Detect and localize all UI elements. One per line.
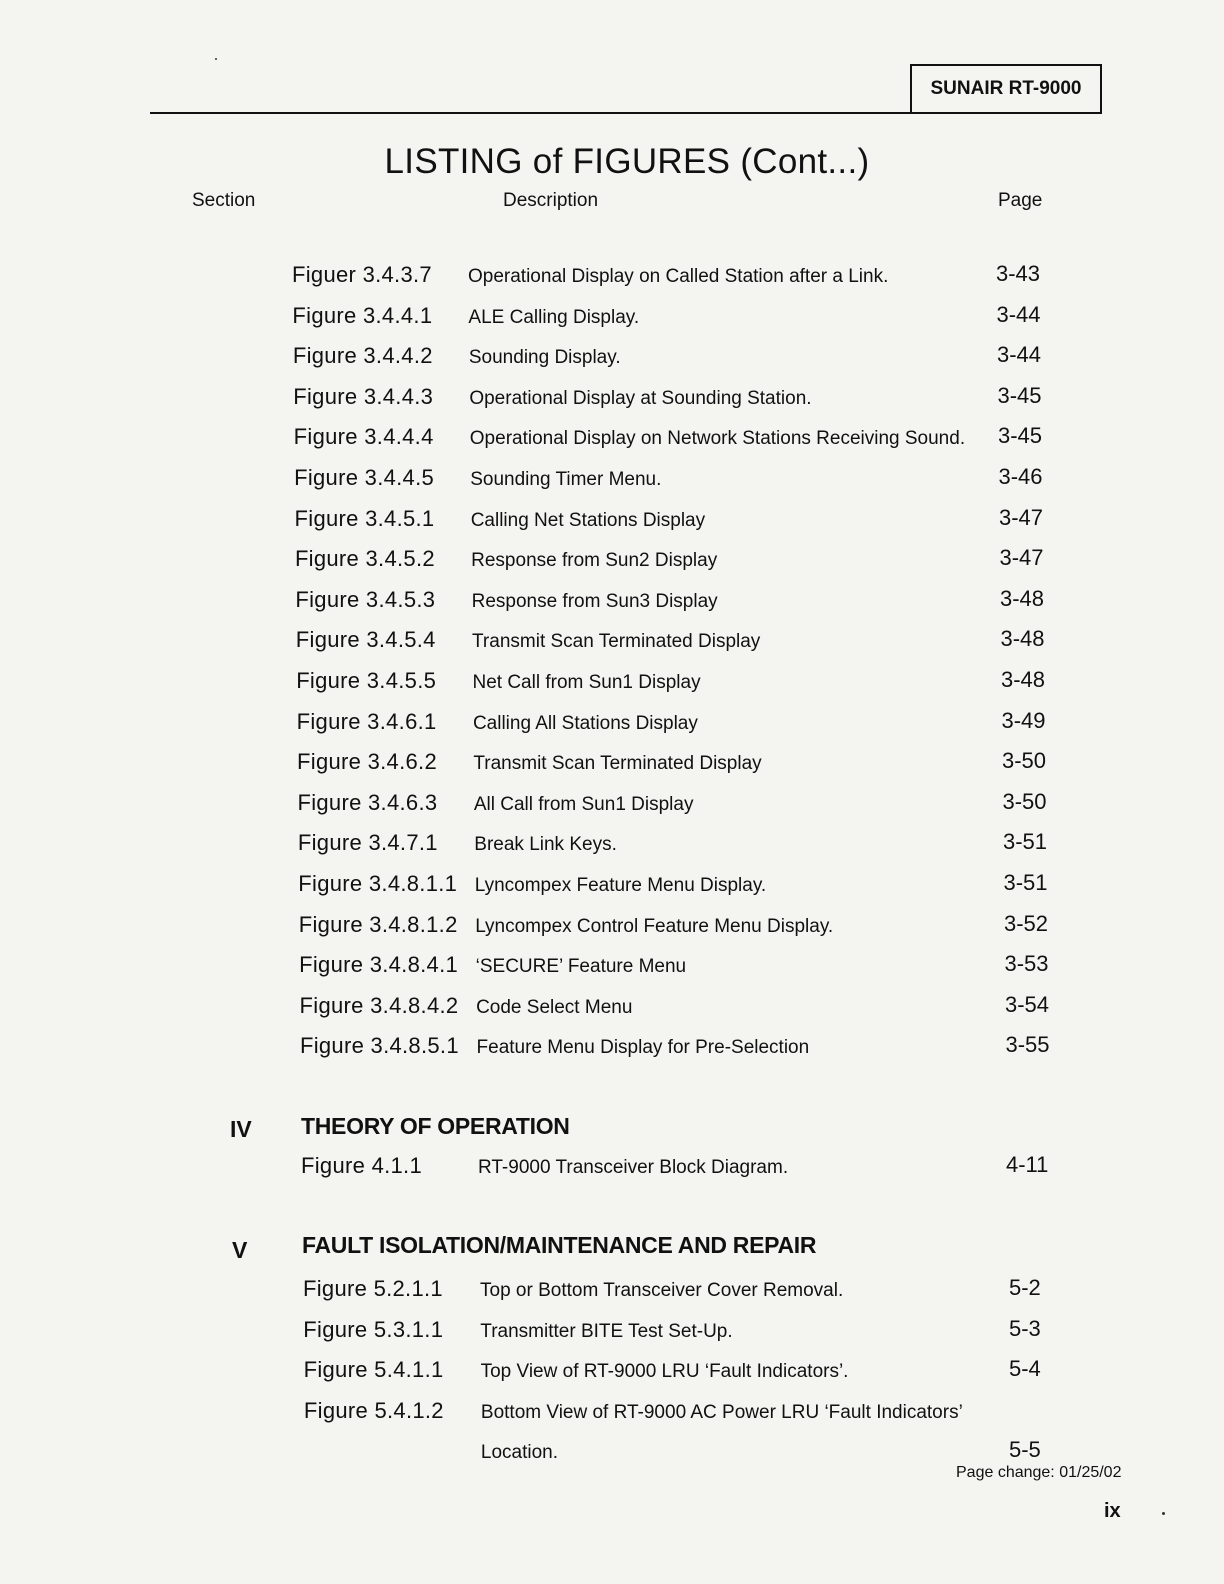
figure-entry bbox=[294, 424, 1058, 464]
figure-page: 3-45 bbox=[997, 423, 1043, 449]
figure-description: Operational Display on Called Station after a Link. bbox=[468, 266, 889, 287]
figure-page: 3-53 bbox=[1004, 951, 1049, 977]
section-number: IV bbox=[230, 1116, 252, 1142]
figure-page: 3-43 bbox=[996, 261, 1041, 286]
figure-page: 5-2 bbox=[1009, 1275, 1041, 1300]
figure-page: 3-44 bbox=[996, 301, 1041, 327]
figure-number: Figure 3.4.6.3 bbox=[297, 789, 438, 815]
figure-entry bbox=[303, 1397, 1069, 1463]
page-change-note: Page change: 01/25/02 bbox=[956, 1464, 1122, 1481]
figure-description: Transmit Scan Terminated Display bbox=[472, 631, 761, 653]
figure-entry bbox=[295, 587, 1060, 627]
figure-description: Lyncompex Control Feature Menu Display. bbox=[475, 915, 834, 937]
figure-number: Figure 3.4.5.5 bbox=[296, 668, 437, 693]
figure-number: Figure 5.4.1.2 bbox=[303, 1397, 444, 1423]
figure-entry bbox=[293, 343, 1057, 383]
figure-number: Figure 3.4.5.1 bbox=[294, 505, 435, 531]
figure-page: 3-50 bbox=[1001, 748, 1047, 774]
figure-page: 3-51 bbox=[1002, 829, 1048, 855]
figure-description: All Call from Sun1 Display bbox=[473, 793, 694, 815]
figure-number: Figure 3.4.5.3 bbox=[295, 586, 436, 612]
figure-number: Figure 3.4.4.4 bbox=[293, 424, 434, 450]
scan-speck bbox=[215, 58, 217, 60]
figure-page: 3-50 bbox=[1002, 788, 1047, 814]
figure-entry bbox=[293, 384, 1057, 424]
figure-entry bbox=[298, 830, 1063, 870]
figure-description: Feature Menu Display for Pre-Selection bbox=[476, 1037, 810, 1059]
figure-page: 3-51 bbox=[1003, 870, 1048, 895]
figure-entry bbox=[304, 1357, 1069, 1397]
figure-number: Figure 3.4.4.2 bbox=[292, 343, 433, 369]
scan-speck bbox=[1162, 1512, 1165, 1515]
figure-entry bbox=[295, 546, 1060, 586]
figure-description: Calling All Stations Display bbox=[472, 712, 698, 734]
figure-page: 3-49 bbox=[1001, 707, 1046, 733]
figure-page: 3-47 bbox=[998, 504, 1044, 530]
column-header-page: Page bbox=[998, 190, 1043, 211]
figure-number: Figure 3.4.8.4.2 bbox=[299, 992, 459, 1018]
figure-entry bbox=[303, 1317, 1069, 1357]
figure-number: Figure 3.4.4.3 bbox=[293, 383, 434, 409]
figure-page: 3-45 bbox=[997, 382, 1042, 408]
column-header-section: Section bbox=[192, 190, 256, 211]
figure-description: Response from Sun3 Display bbox=[471, 590, 718, 612]
figure-number: Figure 3.4.8.4.1 bbox=[299, 952, 459, 978]
figure-description: Transmit Scan Terminated Display bbox=[473, 753, 762, 775]
column-header-description: Description bbox=[503, 190, 599, 211]
figure-description: Bottom View of RT-9000 AC Power LRU ‘Fault Indicators’ bbox=[480, 1401, 963, 1423]
figure-entry bbox=[298, 871, 1063, 911]
figure-entry bbox=[297, 790, 1062, 830]
figure-description: Response from Sun2 Display bbox=[471, 550, 718, 572]
figure-number: Figure 3.4.7.1 bbox=[297, 830, 438, 856]
figure-entry bbox=[297, 749, 1062, 789]
section-title: THEORY OF OPERATION bbox=[301, 1113, 570, 1139]
figure-description: Break Link Keys. bbox=[474, 834, 617, 856]
figure-description: Code Select Menu bbox=[476, 996, 633, 1018]
figure-page: 3-44 bbox=[996, 342, 1042, 368]
figure-description: Top or Bottom Transceiver Cover Removal. bbox=[480, 1280, 844, 1301]
figure-description: ALE Calling Display. bbox=[468, 306, 640, 328]
figure-number: Figure 3.4.8.5.1 bbox=[299, 1033, 459, 1059]
figure-page: 3-55 bbox=[1005, 1032, 1050, 1058]
figure-page: 3-52 bbox=[1003, 910, 1049, 936]
header-rule bbox=[150, 112, 1102, 114]
figure-description: Operational Display at Sounding Station. bbox=[469, 387, 812, 409]
figure-description: Operational Display on Network Stations Receiving Sound. bbox=[469, 428, 966, 450]
figure-entry bbox=[296, 627, 1061, 667]
figure-entry bbox=[294, 465, 1058, 505]
figure-number: Figure 3.4.6.1 bbox=[296, 708, 437, 734]
figure-entry bbox=[296, 668, 1061, 708]
figure-entry bbox=[299, 912, 1064, 952]
figure-page: 4-11 bbox=[1006, 1152, 1049, 1177]
figure-entry bbox=[295, 506, 1059, 546]
figure-number: Figure 3.4.5.2 bbox=[294, 546, 435, 572]
figure-entry bbox=[297, 709, 1062, 749]
figure-page: 5-5 bbox=[1008, 1436, 1041, 1462]
figure-page: 5-3 bbox=[1008, 1315, 1041, 1341]
document-header-label: SUNAIR RT-9000 bbox=[910, 64, 1102, 114]
figure-entry bbox=[299, 952, 1064, 992]
figure-entry bbox=[301, 1153, 1066, 1193]
page-number: ix bbox=[1104, 1500, 1121, 1522]
figure-entry bbox=[303, 1276, 1069, 1316]
figure-page: 3-47 bbox=[999, 545, 1044, 571]
figure-entry bbox=[292, 303, 1056, 343]
figure-number: Figure 3.4.4.1 bbox=[292, 302, 433, 328]
figure-page: 3-48 bbox=[1000, 626, 1045, 652]
figure-number: Figure 3.4.5.4 bbox=[295, 627, 436, 653]
figure-page: 5-4 bbox=[1008, 1356, 1041, 1381]
section-number: V bbox=[232, 1237, 248, 1263]
figure-entry bbox=[300, 1033, 1066, 1073]
figure-description: Sounding Timer Menu. bbox=[470, 469, 662, 490]
figure-description: Transmitter BITE Test Set-Up. bbox=[480, 1320, 733, 1342]
section-title: FAULT ISOLATION/MAINTENANCE AND REPAIR bbox=[302, 1232, 817, 1258]
figure-page: 3-46 bbox=[998, 464, 1043, 489]
figure-number: Figure 5.3.1.1 bbox=[303, 1316, 444, 1342]
figure-number: Figure 3.4.8.1.2 bbox=[298, 911, 458, 937]
figure-number: Figuer 3.4.3.7 bbox=[292, 262, 432, 287]
figure-description: RT-9000 Transceiver Block Diagram. bbox=[478, 1157, 789, 1178]
page-title: LISTING of FIGURES (Cont...) bbox=[384, 142, 870, 181]
figure-number: Figure 5.4.1.1 bbox=[303, 1357, 444, 1382]
figure-page: 3-54 bbox=[1004, 991, 1050, 1017]
figure-page: 3-48 bbox=[1000, 667, 1046, 692]
figure-description: Calling Net Stations Display bbox=[470, 509, 706, 531]
figure-number: Figure 3.4.4.5 bbox=[294, 465, 435, 490]
figure-number: Figure 4.1.1 bbox=[301, 1153, 423, 1178]
figure-description-continued: Location. bbox=[480, 1441, 559, 1463]
figure-entry bbox=[300, 993, 1065, 1033]
figure-description: Net Call from Sun1 Display bbox=[472, 672, 701, 693]
figure-description: Top View of RT-9000 LRU ‘Fault Indicators’. bbox=[480, 1361, 849, 1382]
figure-number: Figure 3.4.8.1.1 bbox=[298, 871, 458, 896]
figure-number: Figure 5.2.1.1 bbox=[303, 1276, 443, 1301]
figure-number: Figure 3.4.6.2 bbox=[297, 749, 437, 775]
figure-description: ‘SECURE’ Feature Menu bbox=[475, 956, 687, 978]
figure-page: 3-48 bbox=[999, 585, 1045, 611]
figure-description: Lyncompex Feature Menu Display. bbox=[474, 875, 767, 896]
figure-entry bbox=[292, 262, 1056, 302]
figure-description: Sounding Display. bbox=[468, 347, 621, 369]
